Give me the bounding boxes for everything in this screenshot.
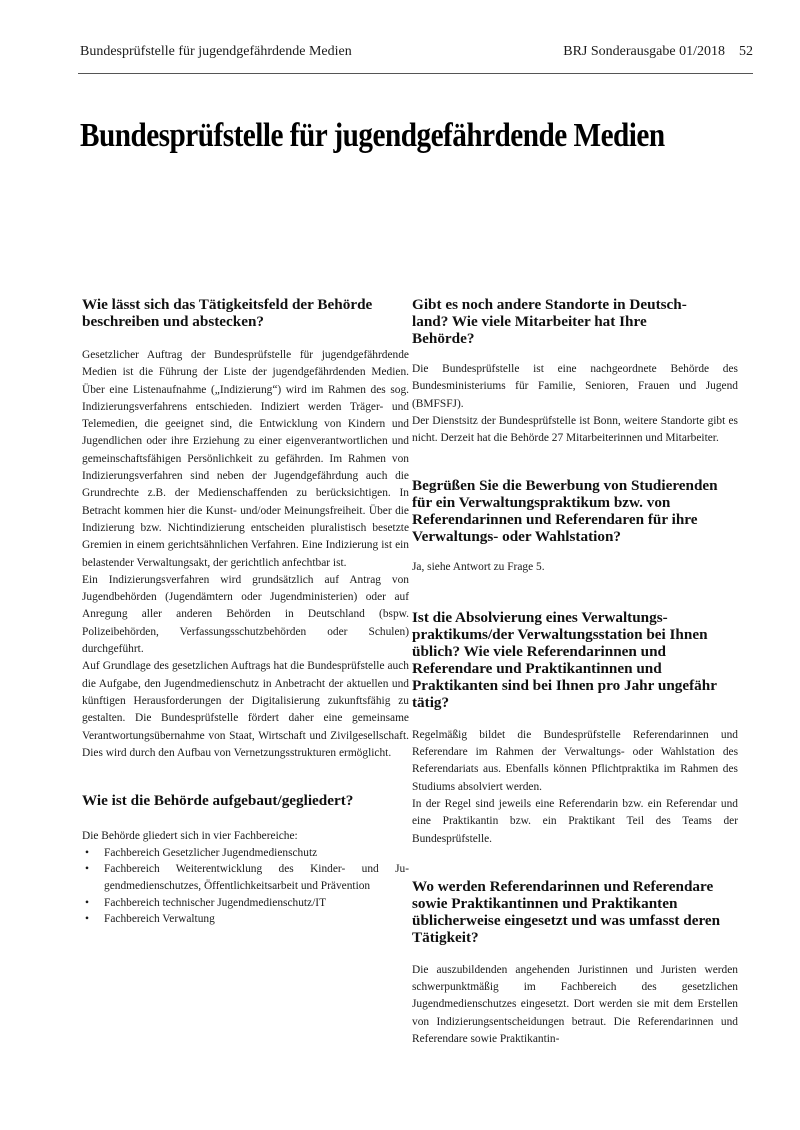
question-heading: Begrüßen Sie die Bewerbung von Studierenden für ein Verwaltungspraktikum bzw. von Referendarinnen und Referendaren für ihre Verwaltungs- oder Wahlstation? — [412, 477, 718, 546]
section-einsatz — [412, 878, 738, 1048]
running-head — [80, 44, 753, 64]
question-heading: Wo werden Referendarinnen und Referendare sowie Praktikantinnen und Praktikanten üblicherweise eingesetzt und was umfasst deren Tätigkeit? — [412, 877, 721, 946]
paragraph: Gesetzlicher Auftrag der Bundesprüfstelle für jugendgefährdende Medien ist die Führung der Liste der jugendgefährdenden Medien. Über eine Listenaufnahme („Indizierung“) wird im Rahmen des sog. Indizierungsverfahrens entschieden. Indiziert werden Träger- und Telemedien, die geeignet sind, die Entwicklung von Kindern und Jugendlichen oder ihre Erziehung zu einer eigenverantwortlichen und gemeinschaftsfähigen Persönlichkeit zu gefährden. Im Rahmen von Indizierungsverfahren sind neben der Jugendgefährdung auch die Grundrechte z.B. der Medienschaffenden zu berücksichtigen. In Betracht kommen hier die Kunst- und/oder Meinungsfreiheit. Über die Indizierung bzw. Nichtindizierung entscheiden pluralistisch besetzte Gremien in einem gerichtsähnlichen Verfahren. Eine Indizierung ist ein belastender Verwaltungsakt, der gerichtlich anfechtbar ist. — [82, 349, 409, 569]
paragraph: Der Dienstsitz der Bundesprüfstelle ist Bonn, weitere Standorte gibt es nicht. Derzeit hat die Behörde 27 Mitarbeiterinnen und Mitarbeiter. — [412, 414, 738, 445]
paragraph: Auf Grundlage des gesetzlichen Auftrags hat die Bundesprüfstelle auch die Aufgabe, den Jugendmedienschutz in Anbetracht der aktuellen und künftigen Herausforderungen der Digitalisierung zukunftsfähig zu gestalten. Die Bundesprüfstelle fördert daher eine gemeinsame Verantwortungsübernahme von Staat, Wirtschaft und Zivilgesellschaft. Dies wird durch den Aufbau von Vernetzungsstrukturen ermöglicht. — [82, 660, 409, 759]
bullet-icon: • — [85, 896, 89, 909]
list-item — [82, 861, 409, 894]
running-head-title: Bundesprüfstelle für jugendgefährdende Medien — [80, 44, 352, 59]
page-title: Bundesprüfstelle für jugendgefährdende Medien — [80, 117, 665, 154]
question-heading: Gibt es noch andere Standorte in Deutschland? Wie viele Mitarbeiter hat Ihre Behörde? — [412, 296, 687, 347]
section-standorte — [412, 296, 738, 447]
list-item — [82, 845, 409, 862]
right-column — [412, 296, 738, 1048]
paragraph: Die auszubildenden angehenden Juristinnen und Juristen werden schwerpunktmäßig im Fachbereich des gesetzlichen Jugendmedienschutzes eingesetzt. Dort werden sie mit dem Erstellen von Indizierungsentscheidungen betraut. Die Referendarinnen und Referendare sowie Praktikantin- — [412, 963, 738, 1046]
running-head-issue — [563, 44, 753, 60]
bullet-icon: • — [85, 913, 89, 926]
answer-text — [412, 559, 738, 576]
page-number: 52 — [739, 44, 753, 59]
journal-issue: BRJ Sonderausgabe 01/2018 — [563, 44, 725, 59]
header-rule — [78, 73, 753, 74]
question-heading: Ist die Absolvierung eines Verwaltungspraktikums/der Verwaltungsstation bei Ihnen üblich? Wie viele Referendarinnen und Referendare und Praktikantinnen und Praktikanten sind bei Ihnen pro Jahr ungefähr tätig? — [412, 608, 717, 711]
list-item-text: Fachbereich technischer Jugendmedienschutz/IT — [104, 896, 327, 909]
paragraph: In der Regel sind jeweils eine Referendarin bzw. ein Referendar und eine Praktikantin bzw. ein Praktikant Teil des Teams der Bundesprüfstelle. — [412, 797, 738, 845]
paragraph: Regelmäßig bildet die Bundesprüfstelle Referendarinnen und Referendare im Rahmen der Verwaltungs- oder Wahlstation des Referendariats aus. Ebenfalls können Pflichtpraktika im Rahmen des Studiums absolviert werden. — [412, 728, 738, 793]
list-item-text: Fachbereich Verwaltung — [104, 913, 215, 926]
answer-text — [82, 347, 409, 762]
section-absolvierung — [412, 609, 738, 848]
paragraph: Ein Indizierungsverfahren wird grundsätzlich auf Antrag von Jugendbehörden (Jugendämtern oder Jugendministerien) oder auf Anregung aller anderen Behörden in Deutschland (bspw. Polizeibehörden, Verfassungsschutzbehörden oder Schulen) durchgeführt. — [82, 573, 409, 656]
paragraph: Die Bundesprüfstelle ist eine nachgeordnete Behörde des Bundesministeriums für Familie, Senioren, Frauen und Jugend (BMFSFJ). — [412, 363, 738, 410]
section-taetigkeitsfeld — [82, 296, 409, 762]
list-item-text: Fachbereich Weiterentwicklung des Kinder- und Jugendmedienschutzes, Öffentlichkeitsarbeit und Prävention — [104, 863, 409, 892]
left-column — [82, 296, 409, 928]
bullet-icon: • — [85, 846, 89, 859]
list-item-text: Fachbereich Gesetzlicher Jugendmedienschutz — [104, 846, 318, 859]
answer-text — [412, 962, 738, 1048]
answer-text — [412, 361, 738, 447]
section-aufbau — [82, 792, 409, 928]
question-heading: Wie lässt sich das Tätigkeitsfeld der Behörde beschreiben und abstecken? — [82, 296, 373, 330]
question-heading: Wie ist die Behörde aufgebaut/gegliedert? — [82, 792, 354, 810]
paragraph: Ja, siehe Antwort zu Frage 5. — [412, 561, 545, 574]
list-intro: Die Behörde gliedert sich in vier Fachbereiche: — [82, 830, 298, 843]
bullet-icon: • — [85, 863, 89, 876]
answer-text — [412, 727, 738, 848]
answer-text — [82, 828, 409, 845]
fachbereich-list — [82, 845, 409, 928]
section-bewerbung — [412, 477, 738, 576]
list-item — [82, 911, 409, 928]
list-item — [82, 895, 409, 912]
